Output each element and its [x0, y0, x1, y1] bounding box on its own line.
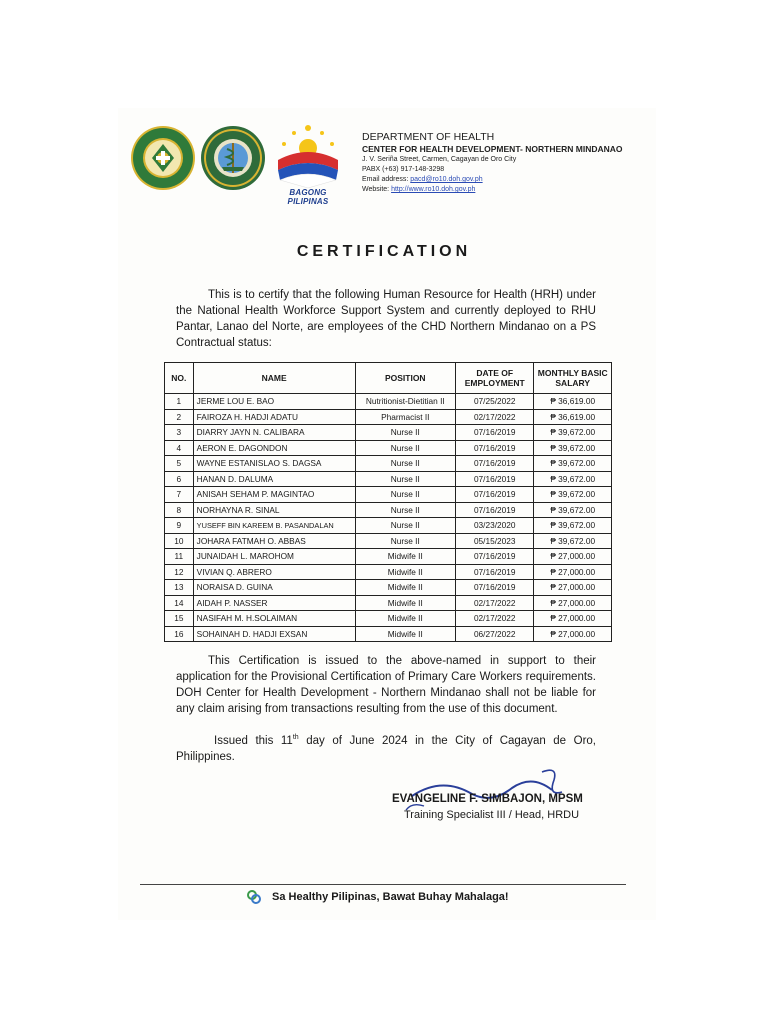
monthly-salary: ₱ 39,672.00 [534, 487, 612, 503]
email-line [362, 175, 652, 185]
header-date: DATE OF EMPLOYMENT [456, 363, 534, 394]
employee-position: Nurse II [355, 487, 455, 503]
employment-date: 02/17/2022 [456, 611, 534, 627]
table-row [165, 518, 612, 534]
website-line [362, 185, 652, 195]
monthly-salary: ₱ 27,000.00 [534, 580, 612, 596]
monthly-salary: ₱ 27,000.00 [534, 595, 612, 611]
row-number: 15 [165, 611, 194, 627]
monthly-salary: ₱ 39,672.00 [534, 440, 612, 456]
row-number: 1 [165, 394, 194, 410]
row-number: 8 [165, 502, 194, 518]
employee-table [164, 362, 612, 642]
employment-date: 07/25/2022 [456, 394, 534, 410]
employment-date: 06/27/2022 [456, 626, 534, 642]
table-row [165, 471, 612, 487]
row-number: 3 [165, 425, 194, 441]
employee-position: Nurse II [355, 456, 455, 472]
table-row [165, 549, 612, 565]
table-row [165, 533, 612, 549]
table-row [165, 595, 612, 611]
table-row [165, 394, 612, 410]
document-title: CERTIFICATION [296, 243, 472, 260]
healthy-pilipinas-icon [246, 889, 262, 905]
row-number: 5 [165, 456, 194, 472]
monthly-salary: ₱ 39,672.00 [534, 456, 612, 472]
table-row [165, 580, 612, 596]
employee-position: Nurse II [355, 425, 455, 441]
employee-name: VIVIAN Q. ABRERO [193, 564, 355, 580]
bagong-pilipinas-text: BAGONG PILIPINAS [287, 188, 329, 206]
footer-slogan [246, 889, 566, 905]
monthly-salary: ₱ 27,000.00 [534, 626, 612, 642]
table-row [165, 425, 612, 441]
employee-name: AERON E. DAGONDON [193, 440, 355, 456]
employee-name: JERME LOU E. BAO [193, 394, 355, 410]
table-row [165, 409, 612, 425]
employee-name: YUSEFF BIN KAREEM B. PASANDALAN [193, 518, 355, 534]
header-salary: MONTHLY BASIC SALARY [534, 363, 612, 394]
monthly-salary: ₱ 39,672.00 [534, 518, 612, 534]
issued-statement [176, 730, 596, 765]
employment-date: 02/17/2022 [456, 595, 534, 611]
employee-position: Nurse II [355, 502, 455, 518]
issued-prefix: Issued this 11 [214, 734, 293, 747]
employee-name: JOHARA FATMAH O. ABBAS [193, 533, 355, 549]
employee-position: Midwife II [355, 611, 455, 627]
employee-position: Nurse II [355, 440, 455, 456]
table-header-row [165, 363, 612, 394]
employee-position: Midwife II [355, 549, 455, 565]
employee-name: ANISAH SEHAM P. MAGINTAO [193, 487, 355, 503]
row-number: 6 [165, 471, 194, 487]
employee-name: NORHAYNA R. SINAL [193, 502, 355, 518]
signatory-title: Training Specialist III / Head, HRDU [404, 809, 580, 821]
monthly-salary: ₱ 39,672.00 [534, 425, 612, 441]
header-position: POSITION [355, 363, 455, 394]
address: J. V. Seriña Street, Carmen, Cagayan de Oro City [362, 156, 517, 163]
closing-paragraph: This Certification is issued to the above-named in support to their application for the Provisional Certification of Primary Care Workers requirements. DOH Center for Health Development - Northern Mindanao shall not be liable for any claim arising from transactions resulting from the use of this document. [176, 655, 596, 715]
row-number: 4 [165, 440, 194, 456]
intro-paragraph: This is to certify that the following Human Resource for Health (HRH) under the National Health Workforce Support System and currently deployed to RHU Pantar, Lanao del Norte, are employees of the CHD Northern Mindanao on a PS Contractual status: [176, 289, 596, 349]
monthly-salary: ₱ 36,619.00 [534, 409, 612, 425]
employee-table-body [165, 394, 612, 642]
department-of-health-seal-icon [200, 125, 266, 191]
table-row [165, 502, 612, 518]
employee-name: DIARRY JAYN N. CALIBARA [193, 425, 355, 441]
table-row [165, 487, 612, 503]
employment-date: 07/16/2019 [456, 425, 534, 441]
employee-name: AIDAH P. NASSER [193, 595, 355, 611]
letterhead [362, 131, 652, 195]
employment-date: 03/23/2020 [456, 518, 534, 534]
employment-date: 07/16/2019 [456, 564, 534, 580]
employment-date: 07/16/2019 [456, 580, 534, 596]
website-link[interactable]: http://www.ro10.doh.gov.ph [391, 186, 476, 193]
employment-date: 02/17/2022 [456, 409, 534, 425]
issued-rest: day of June 2024 in the City of Cagayan de Oro, Philippines. [176, 734, 597, 763]
row-number: 11 [165, 549, 194, 565]
monthly-salary: ₱ 27,000.00 [534, 564, 612, 580]
row-number: 7 [165, 487, 194, 503]
employment-date: 07/16/2019 [456, 502, 534, 518]
table-row [165, 456, 612, 472]
employee-name: WAYNE ESTANISLAO S. DAGSA [193, 456, 355, 472]
employee-name: FAIROZA H. HADJI ADATU [193, 409, 355, 425]
employment-date: 07/16/2019 [456, 487, 534, 503]
email-link[interactable]: pacd@ro10.doh.gov.ph [410, 176, 483, 183]
employment-date: 07/16/2019 [456, 471, 534, 487]
header-name: NAME [193, 363, 355, 394]
employment-date: 05/15/2023 [456, 533, 534, 549]
issued-suffix: th [292, 734, 299, 741]
employee-position: Nurse II [355, 518, 455, 534]
monthly-salary: ₱ 39,672.00 [534, 502, 612, 518]
employee-name: NASIFAH M. H.SOLAIMAN [193, 611, 355, 627]
monthly-salary: ₱ 27,000.00 [534, 549, 612, 565]
center-name: CENTER FOR HEALTH DEVELOPMENT- NORTHERN MINDANAO [362, 144, 623, 154]
signatory-name: EVANGELINE F. SIMBAJON, MPSM [392, 793, 583, 805]
row-number: 14 [165, 595, 194, 611]
row-number: 10 [165, 533, 194, 549]
employee-position: Nurse II [355, 533, 455, 549]
employee-position: Midwife II [355, 595, 455, 611]
pabx-number: PABX (+63) 917-148-3298 [362, 166, 445, 173]
website-label: Website: [362, 186, 392, 193]
employee-name: JUNAIDAH L. MAROHOM [193, 549, 355, 565]
employment-date: 07/16/2019 [456, 549, 534, 565]
table-row [165, 440, 612, 456]
email-label: Email address: [362, 176, 411, 183]
monthly-salary: ₱ 27,000.00 [534, 611, 612, 627]
row-number: 13 [165, 580, 194, 596]
employee-name: NORAISA D. GUINA [193, 580, 355, 596]
employee-name: SOHAINAH D. HADJI EXSAN [193, 626, 355, 642]
doh-republic-seal-icon [130, 125, 196, 191]
table-row [165, 611, 612, 627]
row-number: 16 [165, 626, 194, 642]
employee-position: Pharmacist II [355, 409, 455, 425]
employee-position: Midwife II [355, 580, 455, 596]
monthly-salary: ₱ 36,619.00 [534, 394, 612, 410]
row-number: 9 [165, 518, 194, 534]
employee-position: Midwife II [355, 626, 455, 642]
employee-position: Nurse II [355, 471, 455, 487]
employment-date: 07/16/2019 [456, 440, 534, 456]
employee-position: Midwife II [355, 564, 455, 580]
row-number: 12 [165, 564, 194, 580]
row-number: 2 [165, 409, 194, 425]
table-row [165, 626, 612, 642]
employee-position: Nutritionist-Dietitian II [355, 394, 455, 410]
footer-text: Sa Healthy Pilipinas, Bawat Buhay Mahalaga! [272, 891, 509, 903]
monthly-salary: ₱ 39,672.00 [534, 471, 612, 487]
monthly-salary: ₱ 39,672.00 [534, 533, 612, 549]
header-no: NO. [165, 363, 194, 394]
employee-name: HANAN D. DALUMA [193, 471, 355, 487]
department-name: DEPARTMENT OF HEALTH [362, 131, 495, 143]
table-row [165, 564, 612, 580]
employment-date: 07/16/2019 [456, 456, 534, 472]
footer-divider [140, 884, 626, 885]
